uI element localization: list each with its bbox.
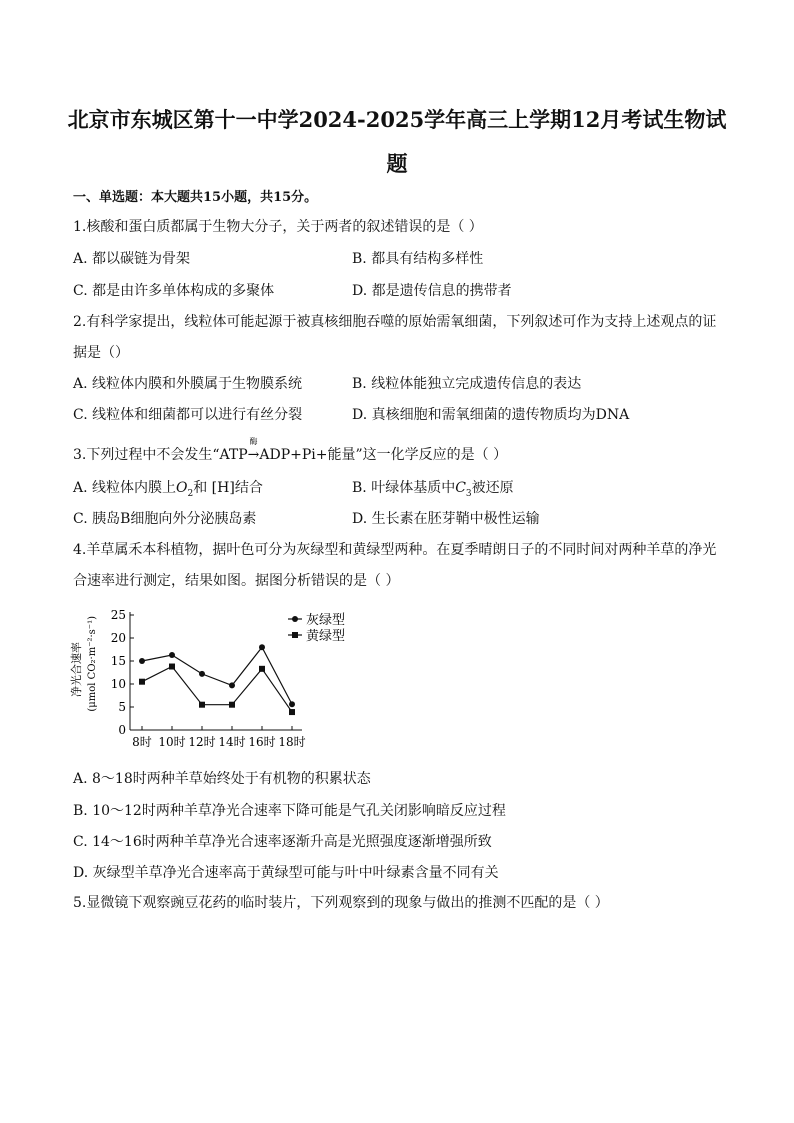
x-tick-label: 10时 [158,735,186,749]
q2-stem-line1: 2.有科学家提出，线粒体可能起源于被真核细胞吞噬的原始需氧细菌，下列叙述可作为支持上述观点的证 [73,314,717,330]
x-tick-label: 8时 [132,735,152,749]
data-point-circle [289,701,295,707]
data-point-circle [169,652,175,658]
series-line-2 [142,667,292,713]
q1-option-a: A. 都以碳链为骨架 [73,251,191,267]
q4-option-c: C. 14～16时两种羊草净光合速率逐渐升高是光照强度逐渐增强所致 [73,834,492,850]
legend-marker-circle [292,616,298,622]
y-tick-label: 25 [110,608,126,622]
data-point-circle [139,658,145,664]
data-point-square [139,679,145,685]
legend-label: 黄绿型 [306,629,346,644]
q3-option-d: D. 生长素在胚芽鞘中极性运输 [352,511,540,527]
q3-stem-prefix: 3.下列过程中不会发生“ATP [73,447,248,463]
y-tick-label: 10 [110,677,126,691]
q3-option-b-post: 被还原 [471,480,514,496]
exam-title-line1: 北京市东城区第十一中学2024-2025学年高三上学期12月考试生物试 [67,107,727,132]
q3-option-b-pre: B. 叶绿体基质中 [352,480,456,496]
y-tick-label: 15 [110,654,126,668]
q3-stem-suffix: ADP+Pi+能量”这一化学反应的是（ ） [259,447,508,463]
q1-stem: 1.核酸和蛋白质都属于生物大分子，关于两者的叙述错误的是（ ） [73,219,483,235]
q3-stem [73,437,508,464]
section-heading: 一、单选题：本大题共15小题，共15分。 [73,190,318,205]
chart-series [139,644,295,715]
data-point-square [229,702,235,708]
x-tick-label: 12时 [188,735,216,749]
exam-title [60,98,734,186]
q4-option-a: A. 8～18时两种羊草始终处于有机物的积累状态 [73,771,371,787]
data-point-circle [199,671,205,677]
q1-option-b: B. 都具有结构多样性 [352,251,484,267]
q3-option-a [73,477,263,499]
y-tick-label: 20 [110,631,126,645]
q3-option-b [352,477,514,499]
q2-option-d: D. 真核细胞和需氧细菌的遗传物质均为DNA [352,407,630,423]
exam-title-line2: 题 [386,151,408,176]
q2-option-a: A. 线粒体内膜和外膜属于生物膜系统 [73,376,303,392]
data-point-square [199,702,205,708]
x-tick-label: 18时 [278,735,306,749]
y-axis-label-line1: 净光合速率 [70,642,83,697]
q2-stem-line2: 据是（） [73,345,129,361]
q1-option-d: D. 都是遗传信息的携带者 [352,283,512,299]
q4-option-d: D. 灰绿型羊草净光合速率高于黄绿型可能与叶中叶绿素含量不同有关 [73,865,499,881]
data-point-square [289,709,295,715]
q3-option-b-sub: 3 [465,488,472,499]
q3-option-c: C. 胰岛B细胞向外分泌胰岛素 [73,511,257,527]
legend-label: 灰绿型 [306,613,346,628]
chart-legend [288,612,345,644]
y-tick-label: 5 [118,700,126,714]
q3-option-a-pre: A. 线粒体内膜上 [73,480,177,496]
x-tick-label: 16时 [248,735,276,749]
data-point-square [169,664,175,670]
q3-option-a-chem: O [176,480,188,496]
q2-option-c: C. 线粒体和细菌都可以进行有丝分裂 [73,407,303,423]
data-point-circle [229,682,235,688]
q5-stem: 5.显微镜下观察豌豆花药的临时装片，下列观察到的现象与做出的推测不匹配的是（ ） [73,895,609,911]
y-axis-ticks [111,608,134,737]
x-axis-ticks [132,726,305,749]
x-tick-label: 14时 [218,735,246,749]
q3-option-a-sub: 2 [187,488,194,499]
series-line-1 [142,647,292,704]
q4-stem-line1: 4.羊草属禾本科植物，据叶色可分为灰绿型和黄绿型两种。在夏季晴朗日子的不同时间对两种羊草的净光 [73,542,717,558]
data-point-square [259,666,265,672]
q3-reaction-arrow [247,437,260,463]
q3-option-b-chem: C [455,480,466,496]
q3-arrow-glyph: → [247,447,260,463]
q3-catalyst-label: 酶 [249,437,258,446]
q2-option-b: B. 线粒体能独立完成遗传信息的表达 [352,376,582,392]
q1-option-c: C. 都是由许多单体构成的多聚体 [73,283,275,299]
y-tick-label: 0 [118,723,126,737]
legend-marker-square [292,632,298,638]
net-photosynthesis-chart [70,600,360,760]
data-point-circle [259,644,265,650]
q3-option-a-post: 和 [H]结合 [193,480,263,496]
q4-stem-line2: 合速率进行测定，结果如图。据图分析错误的是（ ） [73,573,400,589]
y-axis-label-line2: (μmol CO₂·m⁻²·s⁻¹) [87,616,98,712]
q4-option-b: B. 10～12时两种羊草净光合速率下降可能是气孔关闭影响暗反应过程 [73,803,506,819]
